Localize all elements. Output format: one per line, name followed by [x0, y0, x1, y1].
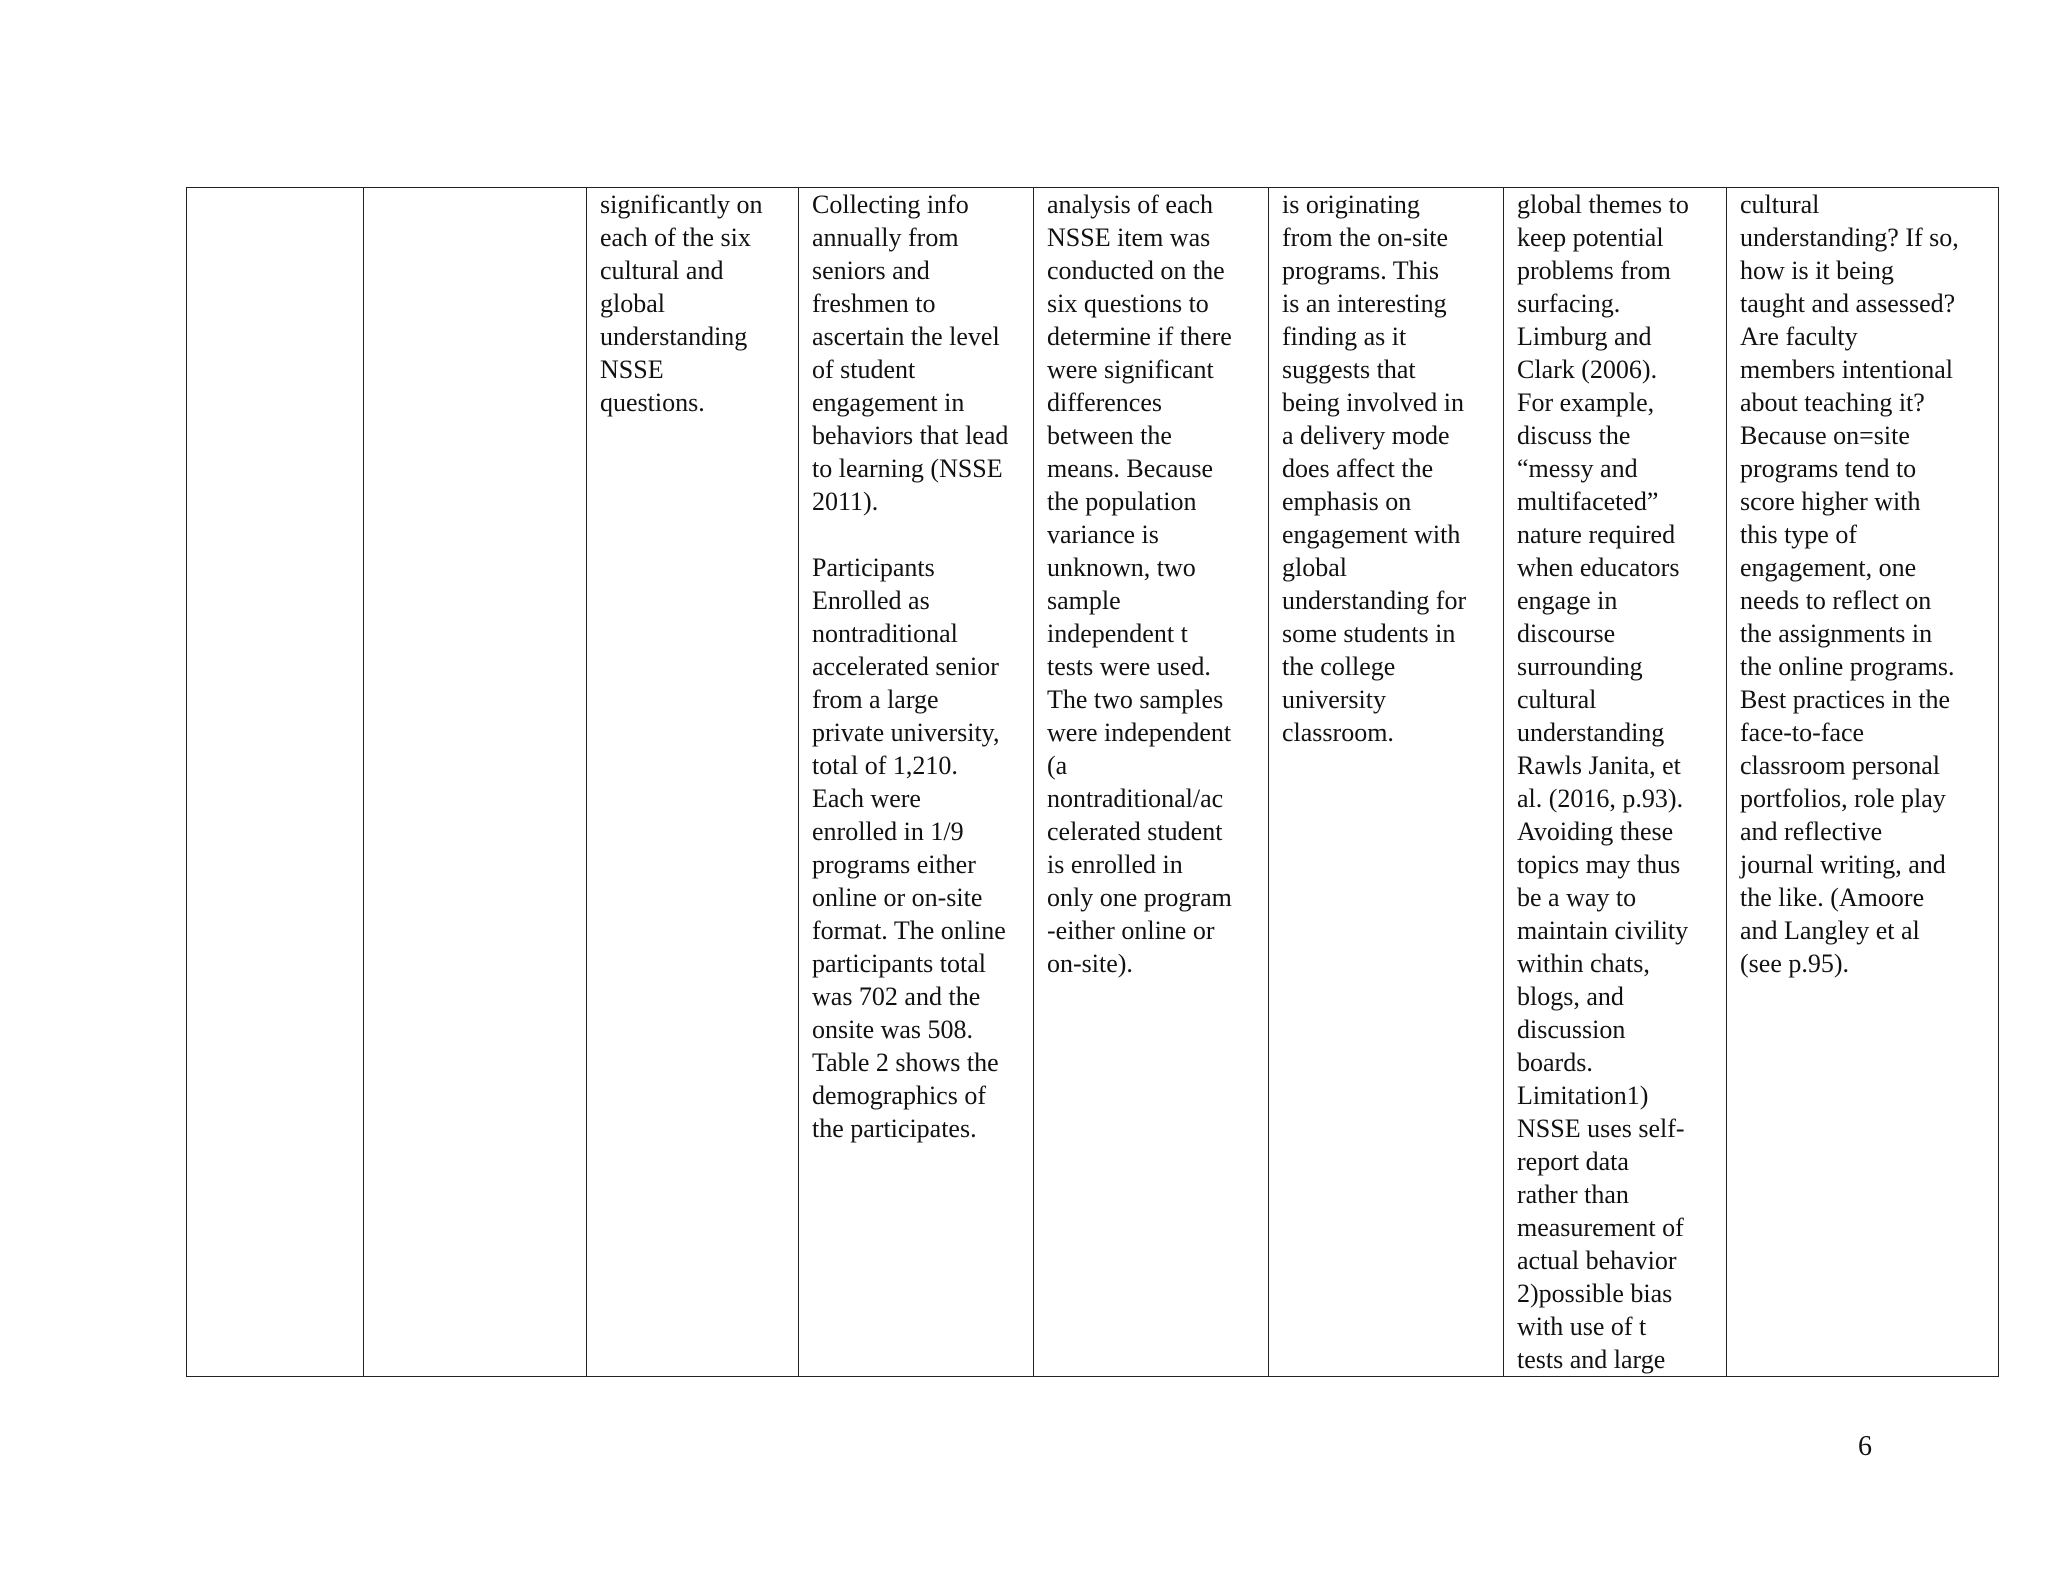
- table-cell-col-3: significantly on each of the six cultural and global understanding NSSE questions.: [587, 188, 799, 1377]
- table-cell-col-5: analysis of each NSSE item was conducted on the six questions to determine if there were significant differences between the means. Because the population variance is unknown, two sample independent t tests were used. The two samples were independent (a nontraditional/ac celerated student is enrolled in only one program -either online or on-site).: [1034, 188, 1269, 1377]
- page-number: 6: [1858, 1431, 1872, 1462]
- table-cell-col-6: is originating from the on-site programs. This is an interesting finding as it suggests that being involved in a delivery mode does affect the emphasis on engagement with global understanding for some students in the college university classroom.: [1269, 188, 1504, 1377]
- table-cell-col-8: cultural understanding? If so, how is it being taught and assessed? Are faculty members intentional about teaching it? Because on=site programs tend to score higher with this type of engagement, one needs to reflect on the assignments in the online programs. Best practices in the face-to-face classroom personal portfolios, role play and reflective journal writing, and the like. (Amoore and Langley et al (see p.95).: [1727, 188, 1999, 1377]
- table-cell-col-7: global themes to keep potential problems from surfacing. Limburg and Clark (2006). For example, discuss the “messy and multifaceted” nature required when educators engage in discourse surrounding cultural understanding Rawls Janita, et al. (2016, p.93). Avoiding these topics may thus be a way to maintain civility within chats, blogs, and discussion boards. Limitation1) NSSE uses self- report data rather than measurement of actual behavior 2)possible bias with use of t tests and large: [1504, 188, 1727, 1377]
- table-cell-col-1: [187, 188, 364, 1377]
- table-cell-col-4: Collecting info annually from seniors and freshmen to ascertain the level of student engagement in behaviors that lead to learning (NSSE 2011). Participants Enrolled as nontraditional accelerated senior from a large private university, total of 1,210. Each were enrolled in 1/9 programs either online or on-site format. The online participants total was 702 and the onsite was 508. Table 2 shows the demographics of the participates.: [799, 188, 1034, 1377]
- table-cell-col-2: [364, 188, 587, 1377]
- literature-review-table: [186, 187, 1999, 1377]
- table-row: [187, 188, 1999, 1377]
